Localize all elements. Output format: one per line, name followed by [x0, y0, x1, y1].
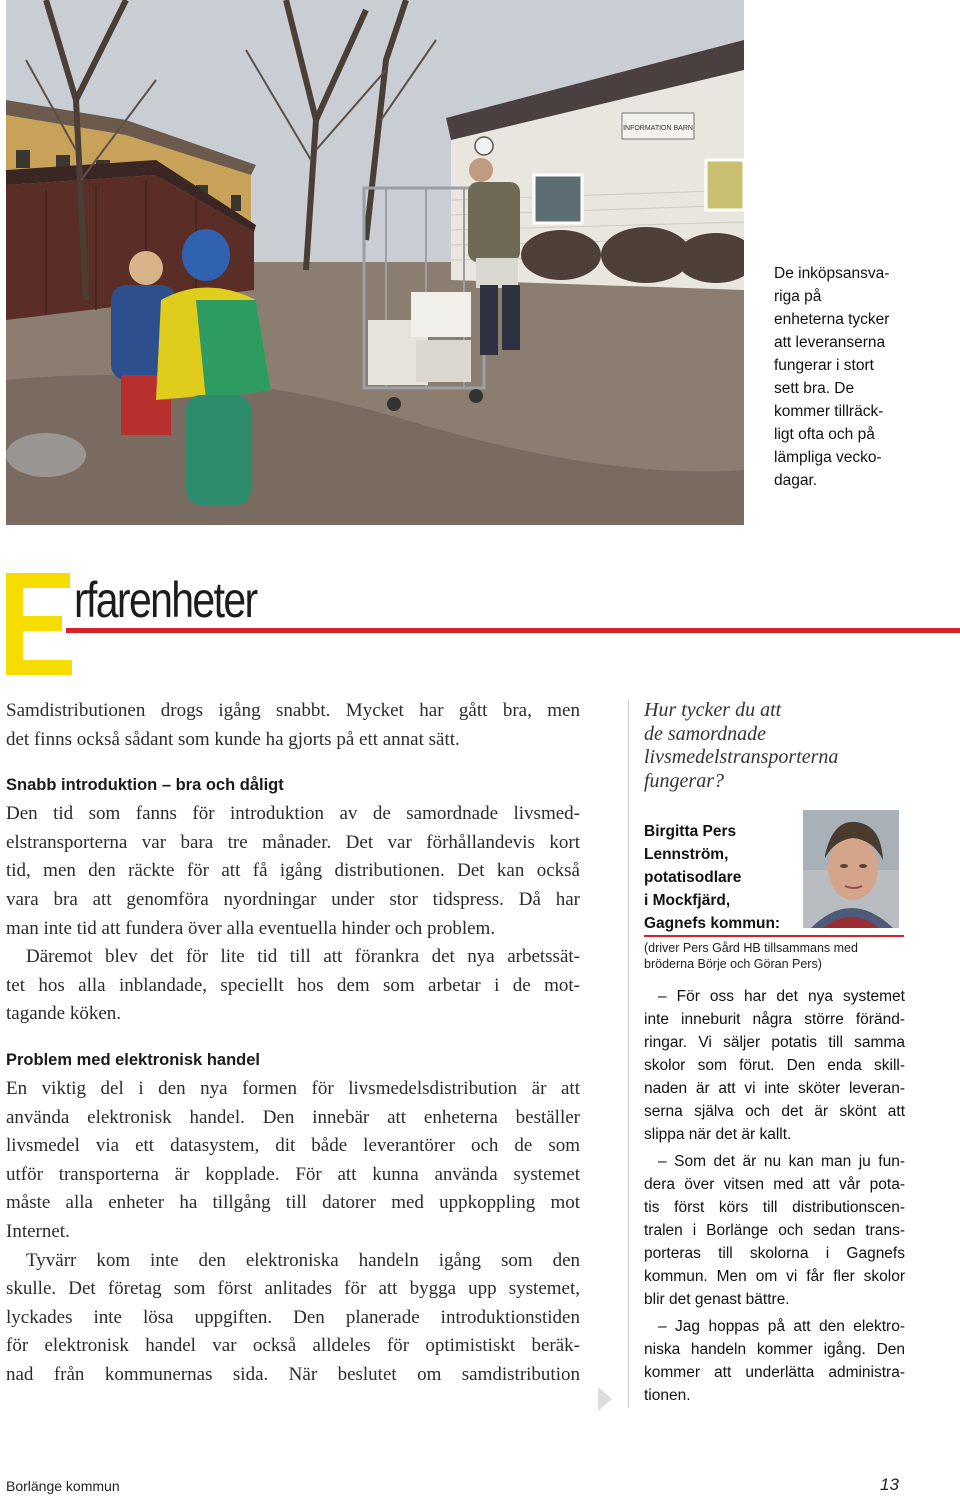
article-body	[6, 697, 580, 1389]
photo-illustration	[6, 0, 744, 525]
footer-publisher: Borlänge kommun	[6, 1478, 120, 1494]
interviewee-note: (driver Pers Gård HB tillsammans med bröderna Börje och Göran Pers)	[644, 941, 858, 971]
page-title: rfarenheter	[74, 572, 257, 628]
interview-question: Hur tycker du att de samordnade livsmedelstransporterna fungerar?	[644, 699, 839, 792]
interviewee-portrait	[803, 810, 899, 928]
article-photo	[6, 0, 744, 525]
photo-sign-text: INFORMATION BARN	[623, 125, 693, 132]
continue-arrow-icon	[598, 1387, 612, 1411]
photo-clock	[475, 137, 493, 155]
interview-red-rule	[644, 935, 904, 937]
interview-answer-1: – För oss har det nya systemet inte inneburit några större föränd- ringar. Vi säljer potatis till samma skolor som förut. Den enda skill- naden är att vi inte sköter leveran- serna själva och det är skönt att slippa när det är kallt.	[644, 988, 905, 1143]
photo-puddle	[6, 433, 86, 477]
interview-answer-3: – Jag hoppas på att den elektro- niska handeln kommer igång. Den kommer att underlätta administra- tionen.	[644, 1318, 905, 1404]
section-electronic-trade-paragraph-2: Tyvärr kom inte den elektroniska handeln igång som den skulle. Det företag som först anlitades för att bygga upp systemet, lyckades inte lösa uppgiften. Den planerade introduktionstiden för elektronisk handel var också alldeles för optimistiskt beräk- nad från kommunernas sida. När beslutet om samdistribution	[6, 1249, 580, 1385]
section-introduction-paragraph: Den tid som fanns för introduktion av de samordnade livsmed- elstransporterna var bara tre månader. Det var förhållandevis kort tid, men den räckte för att få igång distributionen. Det kan också vara bra att genomföra nyordningar under stor tidspress. Då har man inte tid att fundera över alla eventuella hinder och problem.	[6, 803, 580, 939]
photo-window	[534, 175, 582, 223]
article-intro: Samdistributionen drogs igång snabbt. Mycket har gått bra, men det finns också sådant som kunde ha gjorts på ett annat sätt.	[6, 700, 580, 750]
section-introduction-paragraph-2: Däremot blev det för lite tid till att förankra det nya arbetssät- tet hos alla inblandade, speciellt hos dem som arbetar i de mot- tagande köken.	[6, 946, 580, 1025]
heading-initial-letter	[6, 573, 72, 675]
column-divider	[628, 700, 629, 1408]
section-heading-electronic-trade: Problem med elektronisk handel	[6, 1050, 260, 1069]
page-number: 13	[880, 1475, 899, 1494]
interview-answers	[644, 985, 905, 1411]
photo-caption: De inköpsansva- riga på enheterna tycker att leveranserna fungerar i stort sett bra. De kommer tillräck- ligt ofta och på lämpliga vecko- dagar.	[774, 265, 890, 489]
section-electronic-trade-paragraph: En viktig del i den nya formen för livsmedelsdistribution är att använda elektronisk handel. Den innebär att enheterna beställer livsmedel via ett datasystem, dit både leverantörer och de som utför transporterna är kopplade. För att kunna använda systemet måste alla enheter ha tillgång till datorer med uppkoppling mot Internet.	[6, 1077, 580, 1242]
section-heading-introduction: Snabb introduktion – bra och dåligt	[6, 776, 284, 795]
interviewee-name: Birgitta Pers Lennström, potatisodlare i Mockfjärd, Gagnefs kommun:	[644, 823, 781, 932]
interview-answer-2: – Som det är nu kan man ju fun- dera över vitsen med att vår pota- tis först körs till distributionscen- tralen i Borlänge och sedan trans- porteras till skolorna i Gagnefs kommun. Men om vi får fler skolor blir det genast bättre.	[644, 1153, 905, 1308]
